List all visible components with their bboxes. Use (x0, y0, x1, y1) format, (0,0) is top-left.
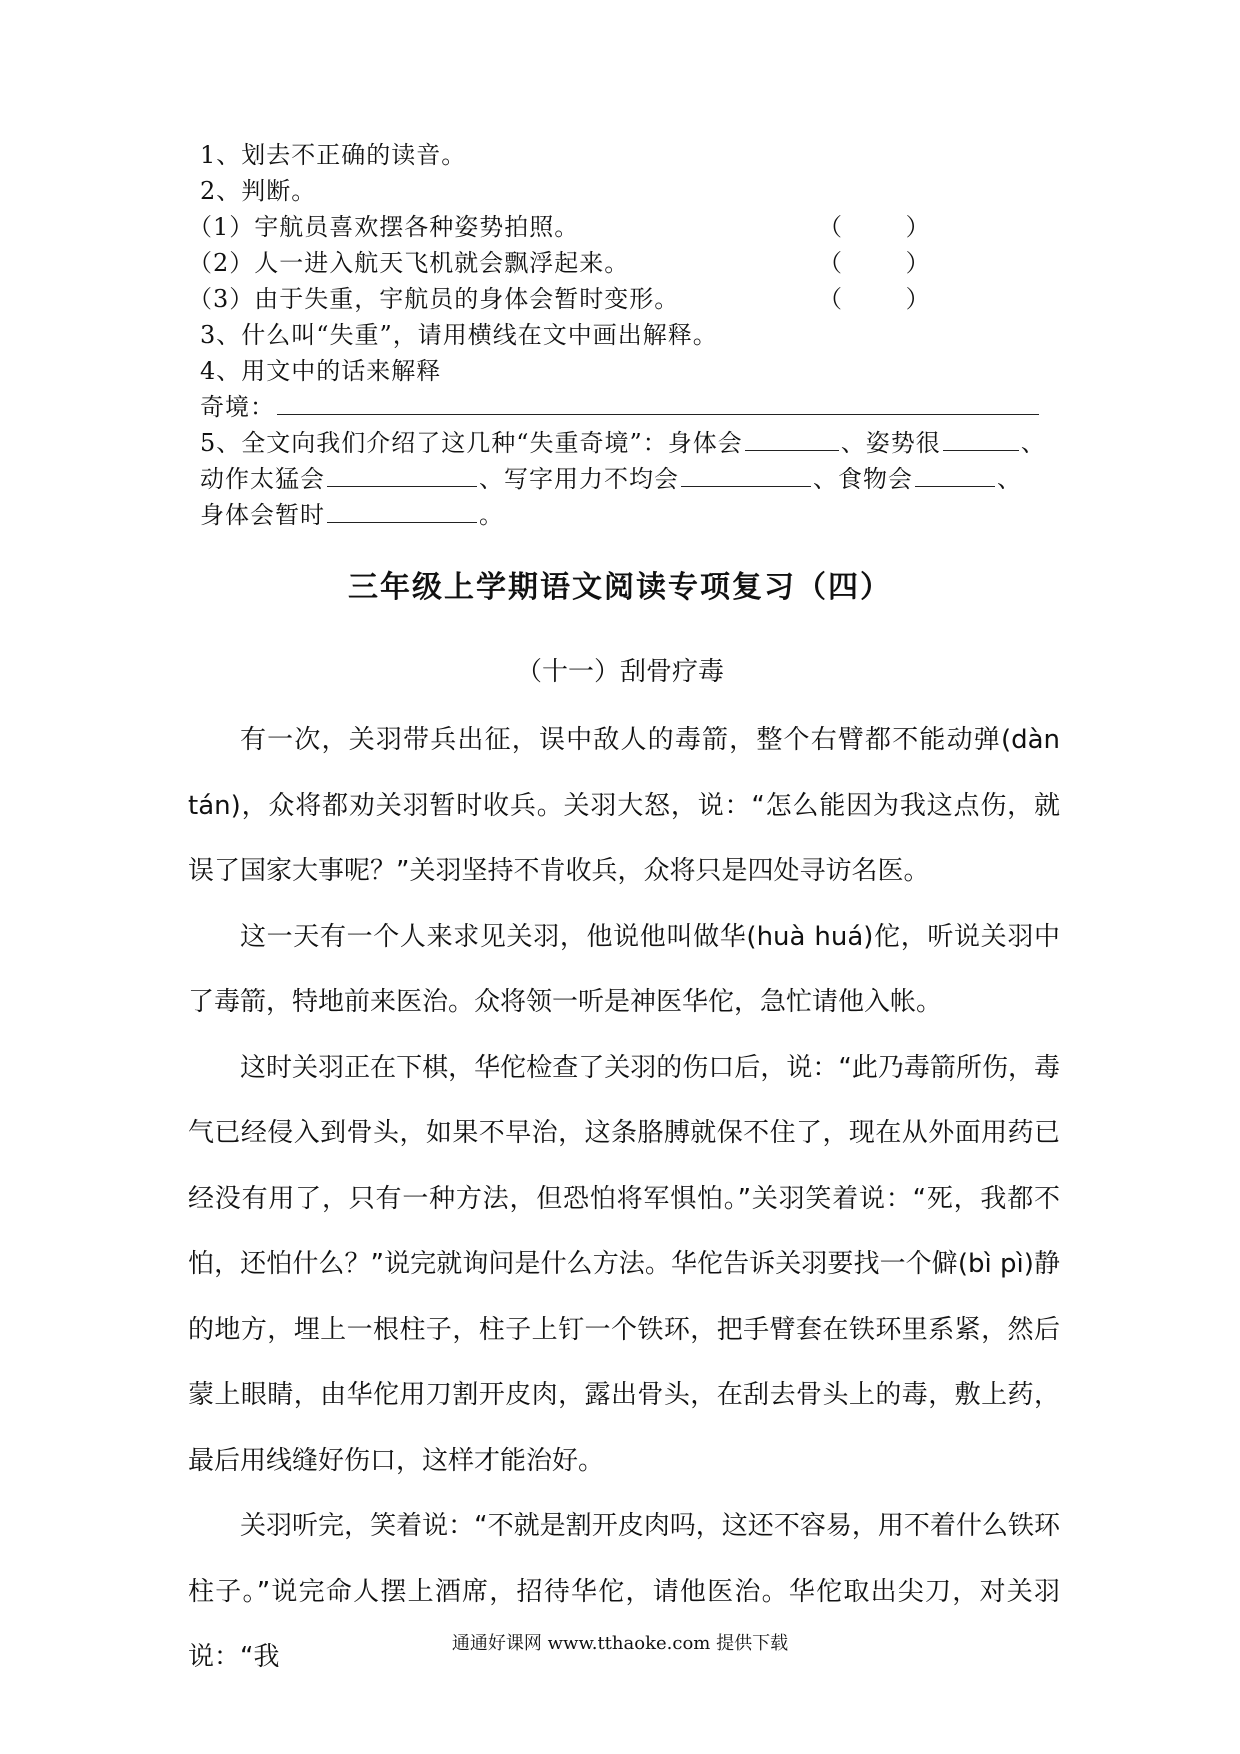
question-4-term-line (200, 392, 1041, 422)
question-5-text: 、 (1020, 429, 1046, 457)
question-5-line-3 (200, 500, 504, 530)
answer-blank[interactable] (277, 392, 1039, 415)
answer-paren-3[interactable]: （ ） (818, 285, 958, 313)
question-5-text: 、写字用力不均会 (479, 465, 679, 493)
question-2: 2、判断。 (200, 177, 317, 205)
answer-blank[interactable] (327, 464, 477, 487)
question-5-text: 动作太猛会 (200, 465, 325, 493)
question-4: 4、用文中的话来解释 (200, 357, 442, 385)
answer-blank[interactable] (327, 500, 477, 523)
paragraph: 关羽听完，笑着说：“不就是割开皮肉吗，这还不容易，用不着什么铁环柱子。”说完命人摆上酒席，招待华佗，请他医治。华佗取出尖刀，对关羽说：“我 (188, 1511, 1060, 1672)
paragraph: 有一次，关羽带兵出征，误中敌人的毒箭，整个右臂都不能动弹(dàn tán)，众将都劝关羽暂时收兵。关羽大怒，说：“怎么能因为我这点伤，就误了国家大事呢？”关羽坚持不肯收兵，众将只是四处寻访名医。 (188, 725, 1060, 886)
footer-credit: 通通好课网 www.tthaoke.com 提供下载 (451, 1633, 789, 1654)
question-5-text: 身体会暂时 (200, 501, 325, 529)
article-title: （十一）刮骨疗毒 (515, 657, 724, 687)
question-5-text: 、 (997, 465, 1022, 493)
question-1: 1、划去不正确的读音。 (200, 141, 467, 169)
section-title: 三年级上学期语文阅读专项复习（四） (348, 570, 892, 605)
question-5-line-1 (200, 428, 1046, 458)
question-5-text: 、姿势很 (840, 429, 941, 457)
question-4-term: 奇境： (200, 393, 275, 421)
question-5-text: 5、全文向我们介绍了这几种“失重奇境”：身体会 (200, 429, 743, 457)
question-2-item-2: （2）人一进入航天飞机就会飘浮起来。 (188, 249, 630, 277)
answer-blank[interactable] (745, 428, 839, 451)
paragraph: 这时关羽正在下棋，华佗检查了关羽的伤口后，说：“此乃毒箭所伤，毒气已经侵入到骨头，如果不早治，这条胳膊就保不住了，现在从外面用药已经没有用了，只有一种方法，但恐怕将军惧怕。”关羽笑着说：“死，我都不怕，还怕什么？”说完就询问是什么方法。华佗告诉关羽要找一个僻(bì pì)静的地方，埋上一根柱子，柱子上钉一个铁环，把手臂套在铁环里系紧，然后蒙上眼睛，由华佗用刀割开皮肉，露出骨头，在刮去骨头上的毒，敷上药，最后用线缝好伤口，这样才能治好。 (188, 1052, 1060, 1476)
question-2-item-1: （1）宇航员喜欢摆各种姿势拍照。 (188, 213, 580, 241)
question-5-line-2 (200, 464, 1022, 494)
answer-blank[interactable] (681, 464, 811, 487)
article-body (188, 708, 1060, 1691)
answer-paren-2[interactable]: （ ） (818, 249, 958, 277)
question-3: 3、什么叫“失重”，请用横线在文中画出解释。 (200, 321, 718, 349)
question-2-item-3: （3）由于失重，宇航员的身体会暂时变形。 (188, 285, 680, 313)
answer-blank[interactable] (915, 464, 995, 487)
answer-paren-1[interactable]: （ ） (818, 213, 958, 241)
question-5-text: 、食物会 (813, 465, 913, 493)
question-5-text: 。 (479, 501, 504, 529)
answer-blank[interactable] (943, 428, 1019, 451)
paragraph: 这一天有一个人来求见关羽，他说他叫做华(huà huá)佗，听说关羽中了毒箭，特地前来医治。众将领一听是神医华佗，急忙请他入帐。 (188, 921, 1060, 1017)
